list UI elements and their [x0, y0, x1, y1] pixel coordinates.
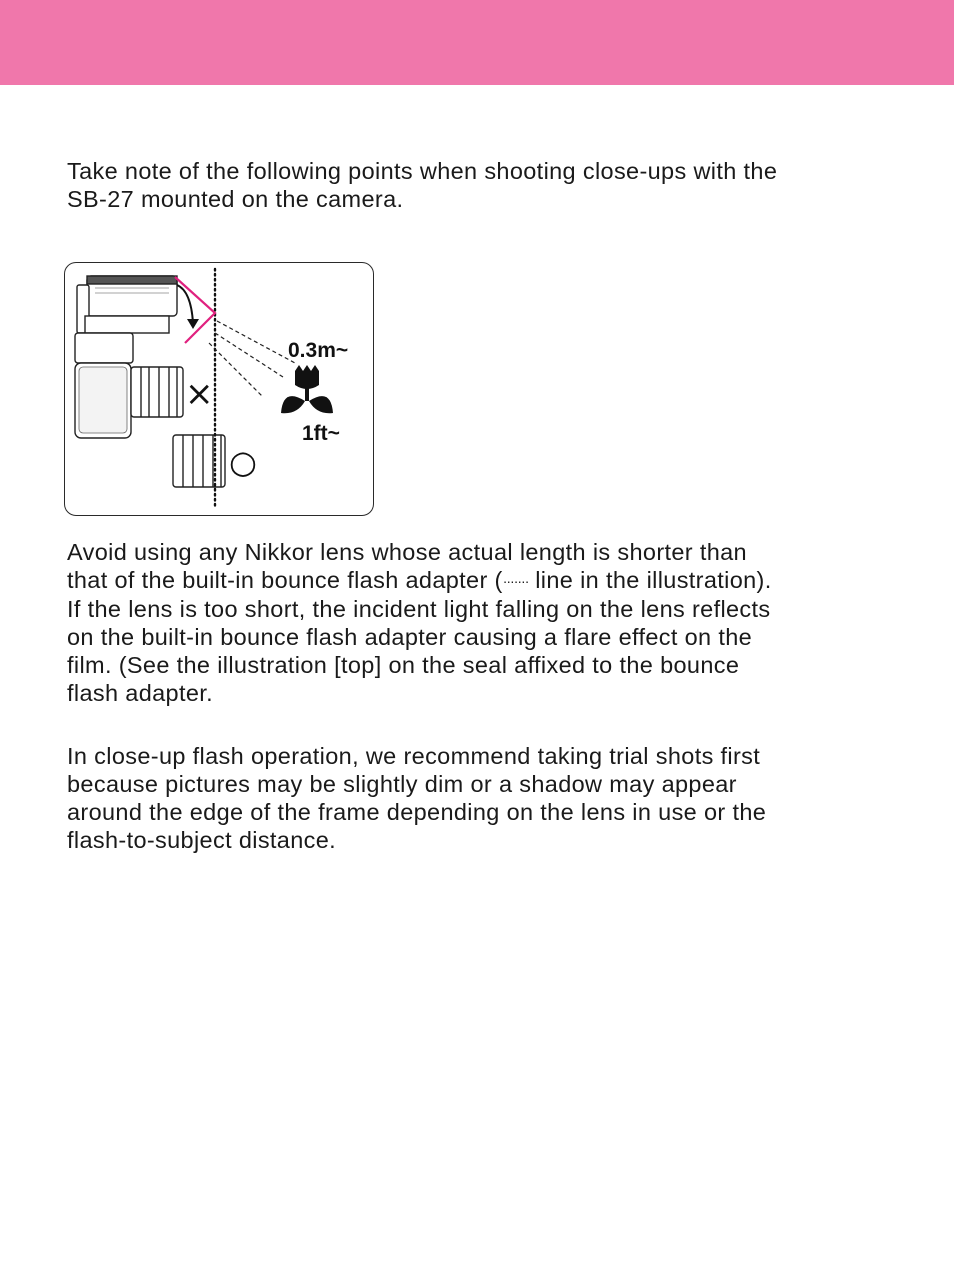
distance-m-label: 0.3m~ — [288, 339, 349, 362]
short-lens — [131, 367, 183, 417]
intro-paragraph — [67, 157, 887, 213]
avoid-line-2-before: that of the built-in bounce flash adapter ( — [67, 567, 503, 593]
avoid-line-4: on the built-in bounce flash adapter causing a flare effect on the — [67, 624, 753, 650]
flash-unit — [77, 276, 177, 333]
closeup-line-4: flash-to-subject distance. — [67, 827, 337, 853]
closeup-paragraph — [67, 742, 887, 854]
header-band — [0, 0, 954, 85]
avoid-line-5: film. (See the illustration [top] on the seal affixed to the bounce — [67, 652, 740, 678]
closeup-line-1: In close-up flash operation, we recommend taking trial shots first — [67, 743, 761, 769]
avoid-line-3: If the lens is too short, the incident light falling on the lens reflects — [67, 596, 771, 622]
close-up-illustration — [64, 262, 374, 516]
bad-mark: × — [185, 374, 214, 414]
macro-flower-icon — [281, 365, 333, 413]
avoid-line-6: flash adapter. — [67, 680, 214, 706]
avoid-line-2-after: line in the illustration). — [528, 567, 772, 593]
dots-glyph: ······· — [502, 573, 529, 589]
intro-line-1: Take note of the following points when shooting close-ups with the — [67, 158, 778, 184]
closeup-line-2: because pictures may be slightly dim or a shadow may appear — [67, 771, 737, 797]
closeup-line-3: around the edge of the frame depending on the lens in use or the — [67, 799, 767, 825]
good-mark: ○ — [229, 443, 257, 481]
camera-body — [75, 333, 133, 438]
intro-line-2: SB-27 mounted on the camera. — [67, 186, 404, 212]
avoid-paragraph — [67, 538, 887, 707]
long-lens — [173, 435, 225, 487]
light-rays — [209, 321, 295, 397]
avoid-line-1: Avoid using any Nikkor lens whose actual length is shorter than — [67, 539, 747, 565]
distance-ft-label: 1ft~ — [302, 422, 340, 445]
